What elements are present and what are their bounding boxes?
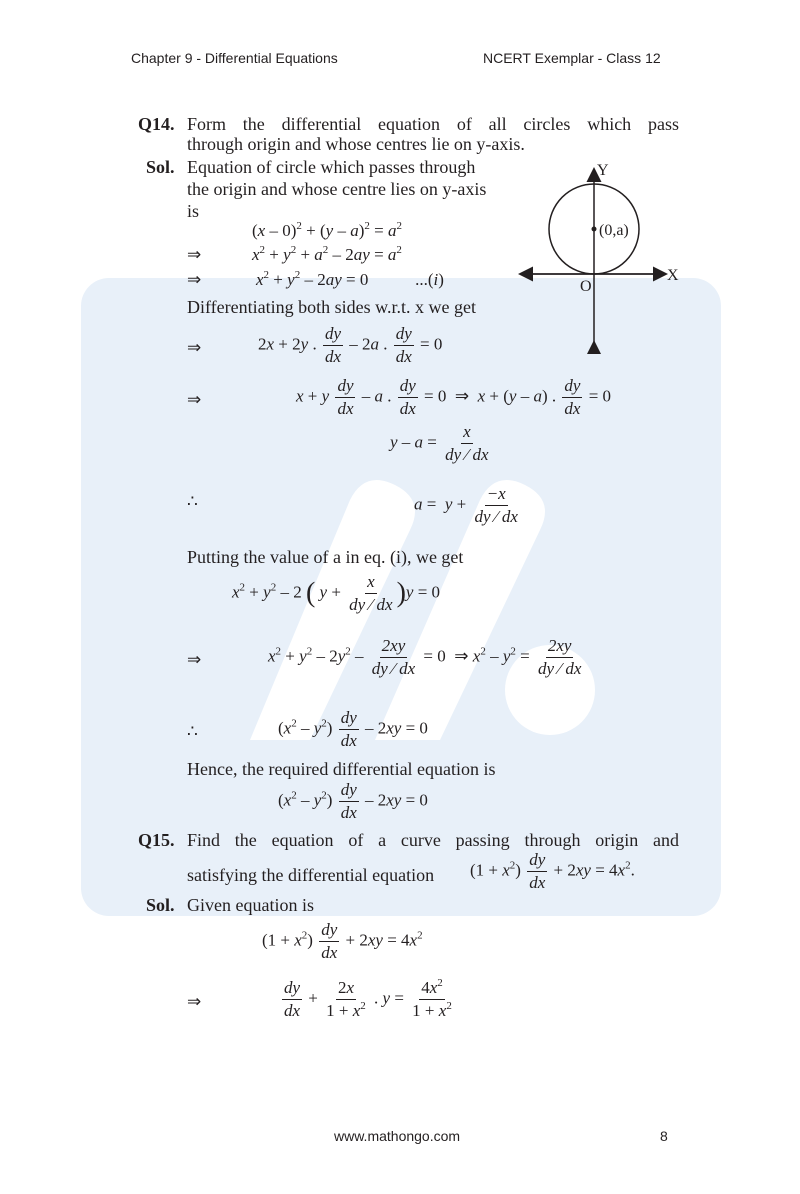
eq-substitute: $x^2 + y^2 - 2$ ( y + $\frac{x}{dy ⁄ dx}$ )y = 0 [232,572,441,614]
implies-5: ⇒ [187,650,202,669]
eq-final-1: $(x^2 - y^2)$ $\frac{dy}{dx}$ – 2xy = 0 [278,708,428,750]
y-axis-label: Y [597,162,609,179]
centre-point [592,227,597,232]
implies-6: ⇒ [187,992,202,1011]
sol15-line1: Given equation is [187,895,314,915]
chapter-title: Chapter 9 - Differential Equations [131,50,338,66]
eq-expand: $x^2 + y^2 + a^2 - 2ay = a^2$ [252,244,402,264]
q14-line1: Form the differential equation of all circles which pass [187,114,679,134]
origin-label: O [580,278,592,295]
eq-a: a = y + $\frac{-x}{dy ⁄ dx}$ [414,484,518,526]
sol15-label: Sol. [146,895,175,915]
eq-i: $x^2 + y^2 - 2ay = 0$ ...(i) [256,269,444,289]
q15-line1: Find the equation of a curve passing through origin and [187,830,679,850]
sol14-line2: the origin and whose centre lies on y-axis [187,179,487,199]
implies-3: ⇒ [187,338,202,357]
centre-label: (0,a) [599,222,629,239]
q15-line2: satisfying the differential equation [187,865,435,885]
q15-label: Q15. [138,830,175,850]
circle-figure [515,158,685,354]
therefore-2: ∴ [187,722,198,741]
sol14-label: Sol. [146,157,175,177]
sol14-line1: Equation of circle which passes through [187,157,476,177]
eq-given: $(1 + x^2)$ $\frac{dy}{dx}$ + $2xy = 4x^2$ [262,920,423,962]
eq-linear: $\frac{dy}{dx}$ + $\frac{2x}{1 + x^2}$ . y = $\frac{4x^2}{1 + x^2}$ [284,977,452,1020]
eq-y-minus-a: y – a = $\frac{x}{dy ⁄ dx}$ [390,422,489,464]
eq-diff-2: x + y $\frac{dy}{dx}$ – a . $\frac{dy}{dx}$ = 0 ⇒ x + (y – a) . $\frac{dy}{dx}$ = 0 [296,376,612,418]
sol14-line3: is [187,201,200,221]
footer-website[interactable]: www.mathongo.com [334,1128,461,1144]
x-axis-label: X [667,267,679,284]
eq-circle: $(x - 0)^2 + (y - a)^2 = a^2$ [252,220,402,240]
eq-diff-1: 2x + 2y . $\frac{dy}{dx}$ – 2a . $\frac{dy}{dx}$ = 0 [258,324,443,366]
page-number: 8 [660,1128,668,1144]
implies-4: ⇒ [187,390,202,409]
hence-text: Hence, the required differential equation is [187,759,496,779]
therefore-1: ∴ [187,492,198,511]
implies-2: ⇒ [187,270,202,289]
book-title: NCERT Exemplar - Class 12 [483,50,661,66]
diff-text: Differentiating both sides w.r.t. x we get [187,297,476,317]
q14-line2: through origin and whose centres lie on y-axis. [187,134,525,154]
implies-1: ⇒ [187,245,202,264]
putting-text: Putting the value of a in eq. (i), we get [187,547,464,567]
eq-simplify: $x^2 + y^2 - 2y^2$ – $\frac{2xy}{dy ⁄ dx}$ = 0 ⇒ $x^2 - y^2$ = $\frac{2xy}{dy ⁄ dx}$ [268,636,582,678]
q15-equation: $(1 + x^2)$ $\frac{dy}{dx}$ + $2xy = 4x^2$. [470,850,635,892]
q14-label: Q14. [138,114,175,134]
eq-final-2: $(x^2 - y^2)$ $\frac{dy}{dx}$ – 2xy = 0 [278,780,428,822]
